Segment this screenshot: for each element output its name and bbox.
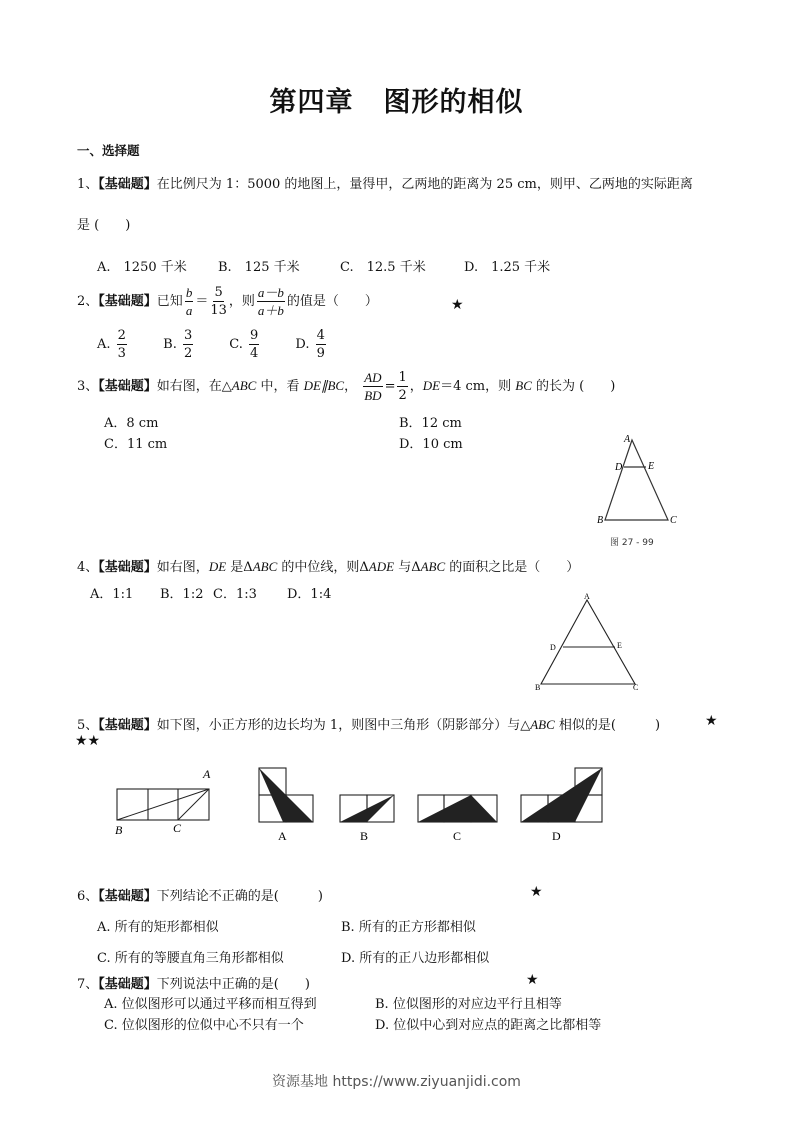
q6-option-b: B. 所有的正方形都相似 (341, 920, 476, 935)
math-var: BC (515, 378, 532, 393)
question-tag: 【基础题】 (98, 294, 157, 309)
q4-option-d: D．1:4 (287, 587, 332, 602)
numerator: 4 (316, 328, 325, 343)
q2-option-c (229, 329, 291, 360)
q1-option-a: A. 1250 千米 (97, 260, 187, 275)
chapter-number: 第四章 (269, 87, 354, 118)
question-text: ， (409, 379, 423, 394)
fraction-5-over-13 (210, 286, 227, 317)
q2-option-d (295, 329, 357, 360)
svg-text:B: B (115, 823, 123, 837)
numerator: AD (364, 370, 382, 385)
question-text: 的长为 ( ) (531, 379, 616, 394)
question-3 (77, 371, 615, 402)
question-number: 7、 (77, 977, 99, 992)
q3-option-b: B．12 cm (399, 416, 462, 431)
question-tag: 【基础题】 (98, 177, 157, 192)
denominator: 9 (316, 346, 325, 361)
question-1-line2: 是 ( ) (77, 218, 131, 233)
q5-option-c-figure (416, 793, 500, 845)
denominator: 4 (250, 346, 259, 361)
q1-option-d: D. 1.25 千米 (464, 260, 551, 275)
svg-text:C: C (670, 515, 677, 526)
denominator: BD (364, 388, 382, 403)
svg-text:E: E (648, 461, 655, 472)
denominator: a (185, 303, 193, 318)
q6-option-d: D. 所有的正八边形都相似 (341, 951, 490, 966)
numerator: 5 (214, 285, 223, 300)
math-var: DE (422, 378, 441, 393)
q2-option-a (97, 329, 159, 360)
denominator: 2 (398, 388, 407, 403)
math-var: ABC (530, 717, 555, 732)
question-text: 如右图，在△ (156, 379, 232, 394)
math-var: ADE (368, 559, 395, 574)
svg-text:A: A (624, 434, 631, 445)
q4-option-b: B．1:2 (160, 587, 204, 602)
question-text: 下列结论不正确的是( ) (156, 889, 323, 904)
question-text: 与Δ (394, 560, 421, 575)
q4-option-a: A．1:1 (90, 587, 134, 602)
question-text: 相似的是( ) (554, 718, 661, 733)
question-text: ， (344, 379, 358, 394)
q3-option-c: C．11 cm (104, 437, 168, 452)
question-tag: 【基础题】 (98, 977, 157, 992)
option-label: A. (97, 337, 111, 352)
q6-option-c: C. 所有的等腰直角三角形都相似 (97, 951, 284, 966)
fraction-1-over-2 (397, 371, 407, 402)
question-tag: 【基础题】 (98, 889, 157, 904)
option-label: B. (163, 337, 177, 352)
star-icon: ★ (530, 884, 543, 900)
svg-text:E: E (617, 641, 622, 650)
question-number: 4、 (77, 560, 99, 575)
question-text: 已知 (156, 294, 183, 309)
star-icon: ★ (451, 297, 464, 313)
math-var: ABC (420, 559, 446, 574)
question-1 (77, 173, 693, 192)
question-5 (77, 714, 660, 733)
equals-sign: ＝ (195, 294, 209, 309)
q6-option-a: A. 所有的矩形都相似 (97, 920, 219, 935)
question-tag: 【基础题】 (98, 379, 157, 394)
q3-option-d: D．10 cm (399, 437, 463, 452)
question-tag: 【基础题】 (98, 560, 157, 575)
option-fraction (249, 329, 259, 360)
q2-option-b (163, 329, 225, 360)
q7-option-c: C. 位似图形的位似中心不只有一个 (104, 1018, 304, 1033)
numerator: 1 (398, 370, 407, 385)
question-number: 6、 (77, 889, 99, 904)
page-title (0, 80, 793, 119)
option-label: C. (229, 337, 243, 352)
svg-text:A: A (203, 767, 211, 781)
fraction-ad-over-bd (363, 371, 382, 402)
question-number: 3、 (77, 379, 99, 394)
question-text: 是Δ (226, 560, 253, 575)
equals-sign: = (384, 379, 396, 394)
q5-option-b-figure (338, 793, 398, 845)
math-var: ABC (231, 378, 257, 393)
footer-watermark: 资源基地 https://www.ziyuanjidi.com (272, 1074, 521, 1090)
question-text: ＝4 cm，则 (440, 379, 516, 394)
q1-option-c: C. 12.5 千米 (340, 260, 426, 275)
q7-option-d: D. 位似中心到对应点的距离之比都相等 (375, 1018, 602, 1033)
svg-text:B: B (535, 683, 541, 692)
svg-text:D: D (615, 462, 623, 473)
q7-option-b: B. 位似图形的对应边平行且相等 (375, 997, 562, 1012)
question-number: 5、 (77, 718, 99, 733)
fraction-b-over-a (185, 286, 194, 317)
question-tag: 【基础题】 (98, 718, 157, 733)
svg-text:A: A (584, 592, 590, 601)
section-heading: 一、选择题 (77, 143, 140, 158)
math-var: DE∥BC (303, 378, 345, 393)
question-6 (77, 885, 323, 904)
fraction-expression (257, 286, 285, 317)
option-fraction (316, 329, 326, 360)
star-icon: ★ (526, 972, 539, 988)
q1-option-b: B. 125 千米 (218, 260, 300, 275)
q7-option-a: A. 位似图形可以通过平移而相互得到 (104, 997, 317, 1012)
denominator: a＋b (257, 303, 284, 318)
math-var: ABC (252, 559, 278, 574)
q5-option-d-figure (519, 766, 609, 846)
numerator: 9 (250, 328, 259, 343)
question-2 (77, 286, 378, 317)
q3-option-a: A．8 cm (104, 416, 159, 431)
question-text: 的中位线，则Δ (277, 560, 369, 575)
q5-main-grid-figure (105, 762, 230, 840)
numerator: b (185, 285, 193, 300)
figure-caption: 图 27 - 99 (610, 538, 654, 548)
numerator: 2 (117, 328, 126, 343)
svg-text:B: B (360, 829, 369, 843)
denominator: 2 (183, 346, 193, 361)
q4-option-c: C．1:3 (213, 587, 257, 602)
svg-text:D: D (552, 829, 561, 843)
chapter-name: 图形的相似 (383, 87, 524, 118)
svg-text:C: C (453, 829, 462, 843)
question-7 (77, 973, 310, 992)
svg-text:B: B (597, 515, 604, 526)
option-fraction (183, 329, 193, 360)
question-number: 1、 (77, 177, 99, 192)
option-label: D. (295, 337, 310, 352)
question-text: 如右图， (156, 560, 209, 575)
option-fraction (117, 329, 127, 360)
denominator: 13 (210, 303, 227, 318)
q5-option-a-figure (256, 766, 316, 846)
q2-options (97, 329, 357, 360)
question-text: 在比例尺为 1：5000 的地图上，量得甲，乙两地的距离为 25 cm，则甲、乙两地的实际距离 (156, 177, 693, 192)
question-text: ，则 (228, 294, 255, 309)
star-icon: ★ (705, 713, 718, 729)
star-icons: ★★ (75, 733, 101, 749)
q4-triangle-figure (525, 590, 650, 695)
math-var: DE (208, 559, 227, 574)
question-number: 2、 (77, 294, 99, 309)
question-text: 的值是（ ） (286, 294, 378, 309)
svg-text:A: A (278, 829, 287, 843)
question-text: 的面积之比是（ ） (445, 560, 580, 575)
question-text: 中，看 (256, 379, 304, 394)
question-text: 如下图，小正方形的边长均为 1，则图中三角形（阴影部分）与△ (156, 718, 531, 733)
question-text: 下列说法中正确的是( ) (156, 977, 310, 992)
svg-text:D: D (550, 643, 556, 652)
svg-text:C: C (173, 821, 182, 835)
denominator: 3 (117, 346, 126, 361)
svg-text:C: C (633, 683, 639, 692)
numerator: a－b (257, 285, 284, 300)
question-4 (77, 556, 579, 575)
numerator: 3 (183, 328, 193, 343)
q3-triangle-figure (590, 430, 690, 548)
